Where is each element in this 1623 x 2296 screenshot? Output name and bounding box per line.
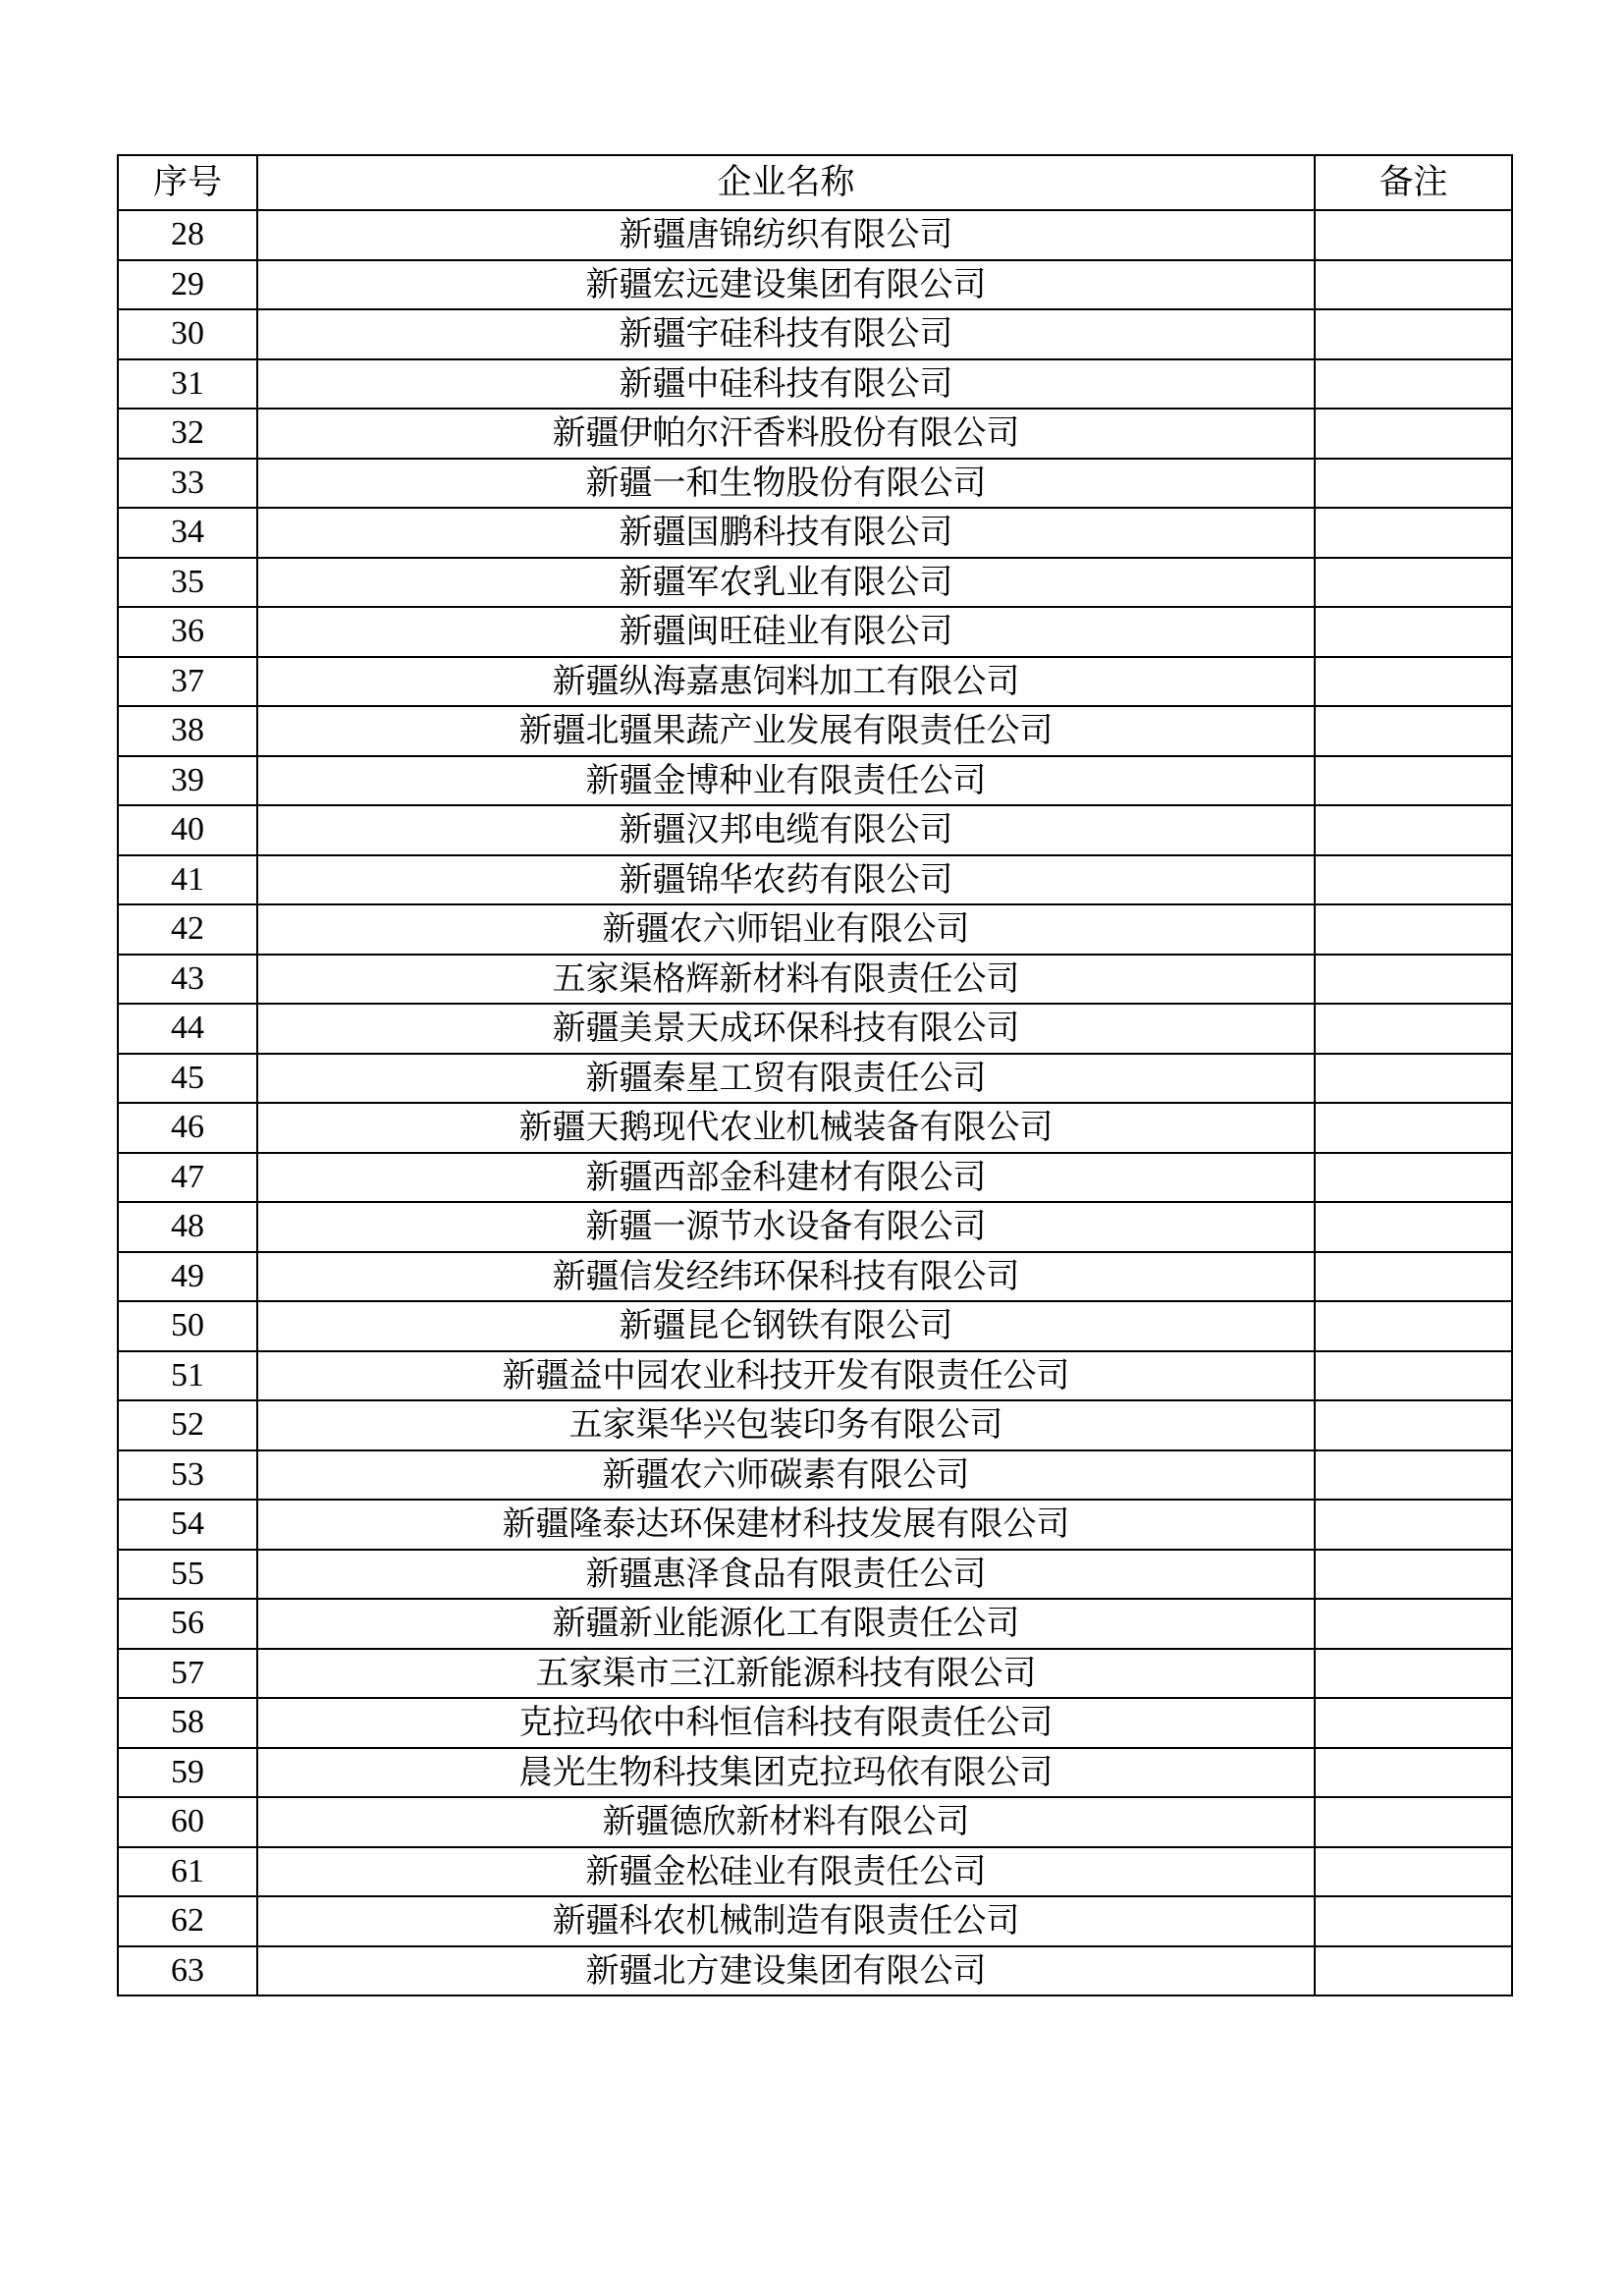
remark-cell (1315, 309, 1512, 359)
company-name-cell: 新疆纵海嘉惠饲料加工有限公司 (257, 657, 1315, 707)
table-row (118, 1599, 1512, 1649)
row-number-cell: 50 (118, 1301, 257, 1351)
row-number-cell: 37 (118, 657, 257, 707)
row-number-cell: 45 (118, 1054, 257, 1104)
table-row (118, 1153, 1512, 1203)
remark-cell (1315, 955, 1512, 1005)
table-row (118, 508, 1512, 558)
row-number-cell: 60 (118, 1797, 257, 1847)
company-list-table (117, 154, 1513, 1996)
company-name-cell: 新疆军农乳业有限公司 (257, 558, 1315, 608)
remark-cell (1315, 1054, 1512, 1104)
row-number-cell: 40 (118, 805, 257, 855)
header-company-name: 企业名称 (257, 155, 1315, 210)
company-name-cell: 新疆信发经纬环保科技有限公司 (257, 1252, 1315, 1302)
remark-cell (1315, 1847, 1512, 1897)
table-row (118, 1896, 1512, 1946)
remark-cell (1315, 1946, 1512, 1996)
company-name-cell: 新疆秦星工贸有限责任公司 (257, 1054, 1315, 1104)
company-name-cell: 新疆一源节水设备有限公司 (257, 1202, 1315, 1252)
company-name-cell: 新疆伊帕尔汗香料股份有限公司 (257, 409, 1315, 459)
remark-cell (1315, 1500, 1512, 1550)
table-row (118, 309, 1512, 359)
row-number-cell: 59 (118, 1748, 257, 1798)
remark-cell (1315, 409, 1512, 459)
remark-cell (1315, 558, 1512, 608)
table-row (118, 1649, 1512, 1699)
row-number-cell: 35 (118, 558, 257, 608)
table-row (118, 1946, 1512, 1996)
table-row (118, 1252, 1512, 1302)
remark-cell (1315, 459, 1512, 509)
remark-cell (1315, 855, 1512, 905)
table-row (118, 1202, 1512, 1252)
table-row (118, 1698, 1512, 1748)
row-number-cell: 54 (118, 1500, 257, 1550)
row-number-cell: 36 (118, 607, 257, 657)
remark-cell (1315, 756, 1512, 806)
row-number-cell: 62 (118, 1896, 257, 1946)
company-name-cell: 新疆金松硅业有限责任公司 (257, 1847, 1315, 1897)
row-number-cell: 33 (118, 459, 257, 509)
company-name-cell: 晨光生物科技集团克拉玛依有限公司 (257, 1748, 1315, 1798)
row-number-cell: 30 (118, 309, 257, 359)
table-row (118, 955, 1512, 1005)
company-name-cell: 新疆美景天成环保科技有限公司 (257, 1004, 1315, 1054)
table-row (118, 260, 1512, 310)
table-row (118, 805, 1512, 855)
company-name-cell: 新疆北方建设集团有限公司 (257, 1946, 1315, 1996)
remark-cell (1315, 1550, 1512, 1600)
row-number-cell: 31 (118, 359, 257, 410)
company-name-cell: 新疆新业能源化工有限责任公司 (257, 1599, 1315, 1649)
table-row (118, 855, 1512, 905)
row-number-cell: 29 (118, 260, 257, 310)
row-number-cell: 44 (118, 1004, 257, 1054)
header-remark: 备注 (1315, 155, 1512, 210)
table-row (118, 1400, 1512, 1450)
table-row (118, 756, 1512, 806)
row-number-cell: 57 (118, 1649, 257, 1699)
table-row (118, 1351, 1512, 1401)
table-row (118, 1500, 1512, 1550)
row-number-cell: 52 (118, 1400, 257, 1450)
remark-cell (1315, 1748, 1512, 1798)
table-row (118, 904, 1512, 955)
table-body (118, 210, 1512, 1995)
remark-cell (1315, 1004, 1512, 1054)
table-row (118, 657, 1512, 707)
table-row (118, 1450, 1512, 1501)
company-name-cell: 新疆昆仑钢铁有限公司 (257, 1301, 1315, 1351)
row-number-cell: 38 (118, 706, 257, 756)
company-name-cell: 新疆一和生物股份有限公司 (257, 459, 1315, 509)
company-name-cell: 新疆北疆果蔬产业发展有限责任公司 (257, 706, 1315, 756)
remark-cell (1315, 805, 1512, 855)
remark-cell (1315, 706, 1512, 756)
company-name-cell: 新疆益中园农业科技开发有限责任公司 (257, 1351, 1315, 1401)
table-row (118, 1847, 1512, 1897)
remark-cell (1315, 1252, 1512, 1302)
company-name-cell: 新疆西部金科建材有限公司 (257, 1153, 1315, 1203)
row-number-cell: 48 (118, 1202, 257, 1252)
company-name-cell: 新疆农六师碳素有限公司 (257, 1450, 1315, 1501)
remark-cell (1315, 1649, 1512, 1699)
header-row (118, 155, 1512, 210)
company-name-cell: 新疆汉邦电缆有限公司 (257, 805, 1315, 855)
remark-cell (1315, 1896, 1512, 1946)
remark-cell (1315, 1202, 1512, 1252)
company-name-cell: 新疆闽旺硅业有限公司 (257, 607, 1315, 657)
remark-cell (1315, 1599, 1512, 1649)
remark-cell (1315, 657, 1512, 707)
table-row (118, 1004, 1512, 1054)
company-name-cell: 新疆隆泰达环保建材科技发展有限公司 (257, 1500, 1315, 1550)
row-number-cell: 51 (118, 1351, 257, 1401)
remark-cell (1315, 1400, 1512, 1450)
row-number-cell: 46 (118, 1103, 257, 1153)
row-number-cell: 43 (118, 955, 257, 1005)
row-number-cell: 28 (118, 210, 257, 260)
row-number-cell: 53 (118, 1450, 257, 1501)
row-number-cell: 61 (118, 1847, 257, 1897)
table-row (118, 558, 1512, 608)
remark-cell (1315, 1351, 1512, 1401)
table-row (118, 1550, 1512, 1600)
remark-cell (1315, 260, 1512, 310)
remark-cell (1315, 359, 1512, 410)
company-name-cell: 新疆金博种业有限责任公司 (257, 756, 1315, 806)
company-name-cell: 新疆唐锦纺织有限公司 (257, 210, 1315, 260)
remark-cell (1315, 1450, 1512, 1501)
company-name-cell: 新疆国鹏科技有限公司 (257, 508, 1315, 558)
company-name-cell: 新疆天鹅现代农业机械装备有限公司 (257, 1103, 1315, 1153)
row-number-cell: 32 (118, 409, 257, 459)
table-row (118, 1301, 1512, 1351)
company-name-cell: 新疆惠泽食品有限责任公司 (257, 1550, 1315, 1600)
company-name-cell: 五家渠市三江新能源科技有限公司 (257, 1649, 1315, 1699)
remark-cell (1315, 607, 1512, 657)
remark-cell (1315, 1103, 1512, 1153)
company-name-cell: 新疆德欣新材料有限公司 (257, 1797, 1315, 1847)
company-name-cell: 新疆宇硅科技有限公司 (257, 309, 1315, 359)
company-name-cell: 新疆农六师铝业有限公司 (257, 904, 1315, 955)
table-row (118, 706, 1512, 756)
row-number-cell: 63 (118, 1946, 257, 1996)
table-row (118, 359, 1512, 410)
table-row (118, 1797, 1512, 1847)
company-name-cell: 新疆科农机械制造有限责任公司 (257, 1896, 1315, 1946)
remark-cell (1315, 508, 1512, 558)
remark-cell (1315, 904, 1512, 955)
row-number-cell: 56 (118, 1599, 257, 1649)
table-row (118, 409, 1512, 459)
company-name-cell: 克拉玛依中科恒信科技有限责任公司 (257, 1698, 1315, 1748)
remark-cell (1315, 1153, 1512, 1203)
row-number-cell: 41 (118, 855, 257, 905)
table-row (118, 459, 1512, 509)
company-name-cell: 五家渠华兴包装印务有限公司 (257, 1400, 1315, 1450)
table-header (118, 155, 1512, 210)
company-name-cell: 新疆中硅科技有限公司 (257, 359, 1315, 410)
remark-cell (1315, 210, 1512, 260)
table-row (118, 1054, 1512, 1104)
remark-cell (1315, 1301, 1512, 1351)
row-number-cell: 49 (118, 1252, 257, 1302)
company-name-cell: 新疆宏远建设集团有限公司 (257, 260, 1315, 310)
remark-cell (1315, 1698, 1512, 1748)
row-number-cell: 42 (118, 904, 257, 955)
row-number-cell: 47 (118, 1153, 257, 1203)
table-row (118, 1748, 1512, 1798)
company-name-cell: 新疆锦华农药有限公司 (257, 855, 1315, 905)
company-name-cell: 五家渠格辉新材料有限责任公司 (257, 955, 1315, 1005)
remark-cell (1315, 1797, 1512, 1847)
row-number-cell: 55 (118, 1550, 257, 1600)
table-row (118, 607, 1512, 657)
table-row (118, 210, 1512, 260)
header-number: 序号 (118, 155, 257, 210)
table-row (118, 1103, 1512, 1153)
row-number-cell: 39 (118, 756, 257, 806)
row-number-cell: 34 (118, 508, 257, 558)
row-number-cell: 58 (118, 1698, 257, 1748)
